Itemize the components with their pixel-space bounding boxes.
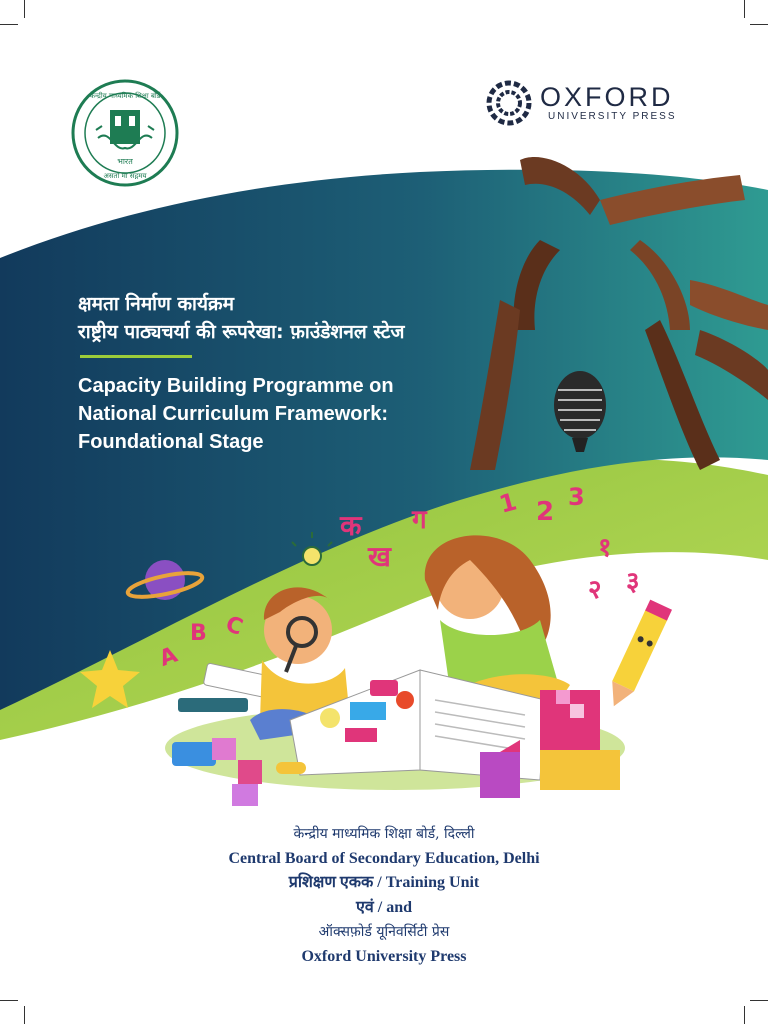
oup-subtitle: UNIVERSITY PRESS	[548, 111, 677, 122]
latin-letter: B	[190, 621, 207, 646]
cbse-motto-text: असतो मा सद्गमय	[103, 172, 147, 180]
planet-icon	[126, 560, 204, 602]
oup-wordmark: OXFORD	[540, 82, 674, 112]
title-english-line: Capacity Building Programme on	[78, 375, 394, 397]
cbse-ring-text: केन्द्रीय माध्यमिक शिक्षा बोर्ड	[89, 92, 161, 100]
footer-board-hindi: केन्द्रीय माध्यमिक शिक्षा बोर्ड, दिल्ली	[293, 826, 475, 842]
title-english-line: Foundational Stage	[78, 431, 264, 453]
devanagari-numeral: ३	[626, 567, 640, 597]
footer-oup-english: Oxford University Press	[301, 947, 467, 965]
title-hindi-line2: राष्ट्रीय पाठ्यचर्या की रूपरेखा: फ़ाउंडेशनल स्टेज	[78, 321, 405, 343]
numeral: 3	[568, 483, 585, 511]
pencil-icon	[603, 600, 672, 712]
hindi-letter: ख	[368, 540, 391, 573]
cbse-country-text: भारत	[117, 157, 133, 166]
numeral: 1	[496, 487, 520, 519]
title-english-line: National Curriculum Framework:	[78, 403, 389, 425]
footer-and: एवं / and	[356, 898, 412, 916]
publisher-footer	[0, 822, 768, 969]
star-icon	[80, 650, 140, 708]
hindi-letter: ग	[412, 505, 427, 535]
title-hindi-line1: क्षमता निर्माण कार्यक्रम	[78, 293, 234, 315]
hindi-letter: क	[340, 509, 362, 542]
latin-letter: C	[222, 611, 246, 641]
devanagari-numeral: २	[588, 575, 602, 605]
footer-oup-hindi: ऑक्सफ़ोर्ड यूनिवर्सिटी प्रेस	[318, 924, 450, 940]
numeral: 2	[536, 497, 555, 527]
footer-training-unit: प्रशिक्षण एकक / Training Unit	[288, 874, 480, 891]
latin-letter: A	[156, 642, 181, 672]
devanagari-numeral: १	[598, 533, 612, 563]
footer-board-english: Central Board of Secondary Education, Delhi	[228, 849, 540, 867]
idea-bulb-icon	[292, 532, 332, 565]
